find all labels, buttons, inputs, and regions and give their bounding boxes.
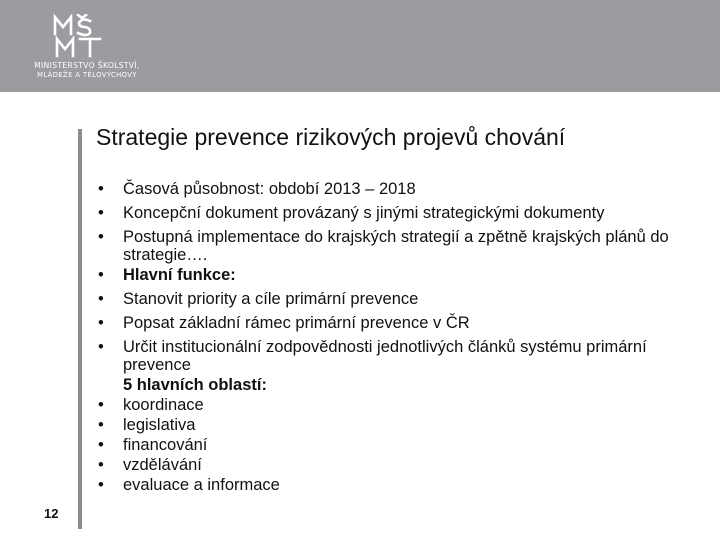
bullet-icon: •: [98, 180, 104, 198]
msmt-logo-icon: [52, 14, 122, 58]
bullet-icon: •: [98, 266, 104, 284]
bullet-text: Určit institucionální zodpovědnosti jednotlivých článků systému primární prevence: [123, 338, 647, 374]
bullet-text: Koncepční dokument provázaný s jinými strategickými dokumenty: [123, 204, 605, 222]
logo-text-line-1: MINISTERSTVO ŠKOLSTVÍ,: [34, 61, 140, 70]
bullet-text: Časová působnost: období 2013 – 2018: [123, 180, 416, 198]
logo-text-line-2: MLÁDEŽE A TĚLOVÝCHOVY: [37, 71, 137, 79]
bullet-icon: •: [98, 476, 104, 494]
left-vertical-rule: [78, 129, 82, 529]
slide-title: Strategie prevence rizikových projevů chování: [96, 124, 566, 150]
bullet-icon: •: [98, 228, 104, 246]
bullet-icon: •: [98, 338, 104, 356]
bullet-icon: •: [98, 396, 104, 414]
area-text: koordinace: [123, 396, 204, 414]
bullet-text: Postupná implementace do krajských strategií a zpětně krajských plánů do strategie….: [123, 228, 669, 264]
bullet-icon: •: [98, 290, 104, 308]
bullet-item: [98, 180, 698, 198]
bullet-icon: •: [98, 456, 104, 474]
area-item: [98, 416, 698, 434]
area-text: legislativa: [123, 416, 196, 434]
ministry-logo: [22, 14, 152, 84]
bullet-icon: •: [98, 314, 104, 332]
bullet-icon: •: [98, 436, 104, 454]
area-text: vzdělávání: [123, 456, 202, 474]
bullet-item: [98, 314, 698, 332]
bullet-text: Popsat základní rámec primární prevence v ČR: [123, 314, 470, 332]
areas-subheading: 5 hlavních oblastí:: [123, 376, 267, 394]
area-item: [98, 476, 698, 494]
page-number: 12: [44, 506, 59, 521]
bullet-item: [98, 228, 698, 264]
bullet-text: Stanovit priority a cíle primární prevence: [123, 290, 419, 308]
bullet-item: [98, 266, 698, 284]
area-text: financování: [123, 436, 208, 454]
bullet-list: [98, 180, 698, 496]
bullet-item: [98, 290, 698, 308]
area-item: [98, 396, 698, 414]
bullet-text: Hlavní funkce:: [123, 266, 236, 284]
area-text: evaluace a informace: [123, 476, 280, 494]
area-item: [98, 456, 698, 474]
bullet-item: [98, 338, 698, 374]
area-item: [98, 436, 698, 454]
header-band: [0, 0, 720, 92]
bullet-icon: •: [98, 204, 104, 222]
bullet-icon: •: [98, 416, 104, 434]
bullet-item: [98, 204, 698, 222]
